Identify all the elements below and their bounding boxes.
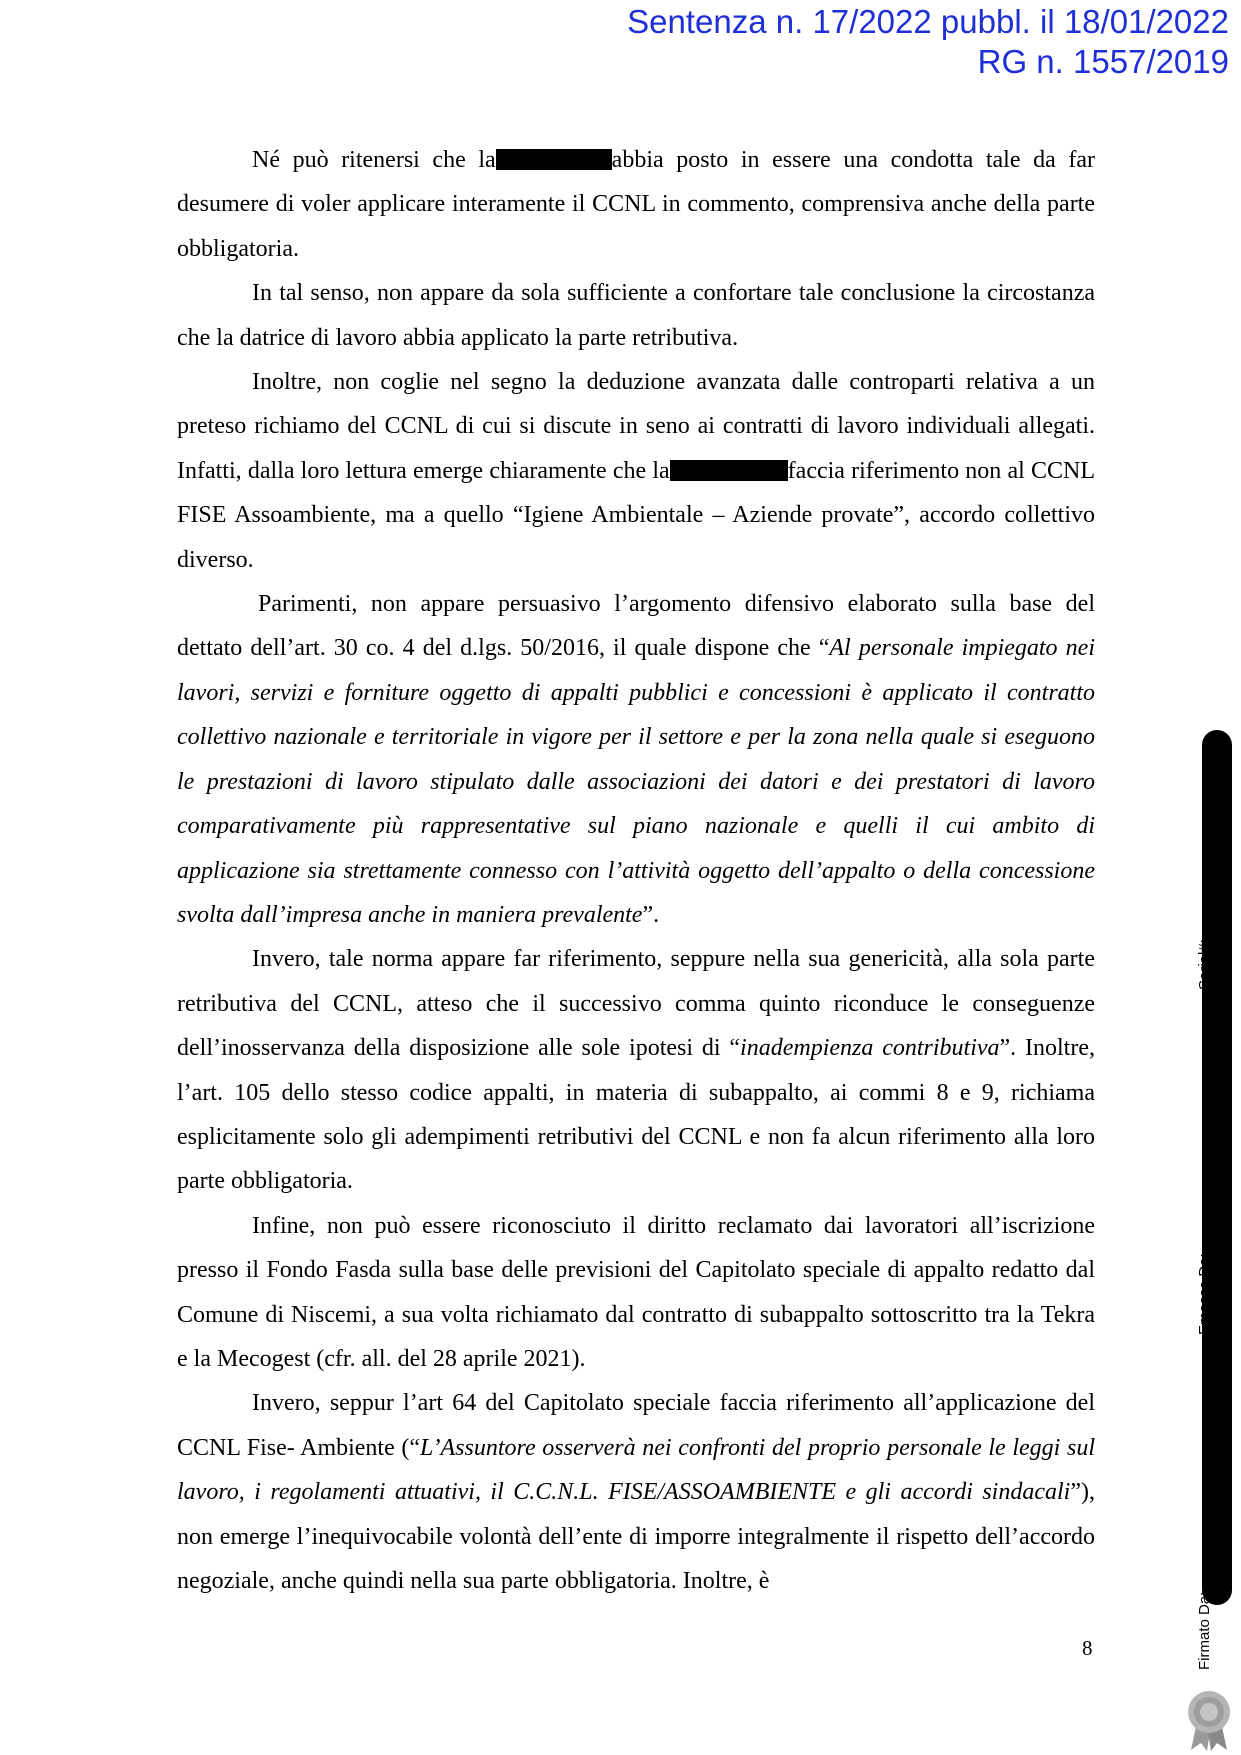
paragraph-2: In tal senso, non appare da sola sufficiente a confortare tale conclusione la circostanza che la datrice di lavoro abbia applicato la parte retributiva. xyxy=(177,280,1095,351)
signature-margin xyxy=(1196,720,1218,1680)
paragraph-3: Inoltre, non coglie nel segno la deduzione avanzata dalle controparti relativa a un preteso richiamo del CCNL di cui si discute in seno ai contratti di lavoro individuali allegati. Infatti, dalla loro lettura emerge chiaramente che la faccia riferimento non al CCNL FISE Assoambiente, ma a quello “Igiene Ambientale – Aziende provate”, accordo collettivo diverso. xyxy=(177,369,1095,573)
sentenza-line: Sentenza n. 17/2022 pubbl. il 18/01/2022 xyxy=(627,3,1229,40)
serial-label: Serial#: xyxy=(1196,939,1213,990)
emesso-label: Emesso Da: xyxy=(1196,1253,1213,1335)
paragraph-7: Invero, seppur l’art 64 del Capitolato speciale faccia riferimento all’applicazione del CCNL Fise- Ambiente (“L’Assuntore osserverà nei confronti del proprio personale le leggi sul lavoro, i regolamenti attuativi, il C.C.N.L. FISE/ASSOAMBIENTE e gli accordi sindacali”), non emerge l’inequivocabile volontà dell’ente di imporre integralmente il rispetto dell’accordo negoziale, anche quindi nella sua parte obbligatoria. Inoltre, è xyxy=(177,1390,1095,1594)
document-body xyxy=(177,138,1095,1603)
seal-icon xyxy=(1183,1688,1235,1752)
rg-line: RG n. 1557/2019 xyxy=(977,43,1229,80)
quoted-term: inadempienza contributiva xyxy=(740,1035,1000,1062)
paragraph-4: Parimenti, non appare persuasivo l’argomento difensivo elaborato sulla base del dettato dell’art. 30 co. 4 del d.lgs. 50/2016, il quale dispone che “Al personale impiegato nei lavori, servizi e forniture oggetto di appalti pubblici e concessioni è applicato il contratto collettivo nazionale e territoriale in vigore per il settore e per la zona nella quale si eseguono le prestazioni di lavoro stipulato dalle associazioni dei datori e dei prestatori di lavoro comparativamente più rappresentative sul piano nazionale e quelli il cui ambito di applicazione sia strettamente connesso con l’attività oggetto dell’appalto o della concessione svolta dall’impresa anche in maniera prevalente”. xyxy=(177,591,1095,928)
firmato-label: Firmato Da: xyxy=(1196,1591,1213,1670)
publication-stamp xyxy=(627,2,1229,82)
quoted-law: Al personale impiegato nei lavori, servizi e forniture oggetto di appalti pubblici e concessioni è applicato il contratto collettivo nazionale e territoriale in vigore per il settore e per la zona nella quale si eseguono le prestazioni di lavoro stipulato dalle associazioni dei datori e dei prestatori di lavoro comparativamente più rappresentative sul piano nazionale e quelli il cui ambito di applicazione sia strettamente connesso con l’attività oggetto dell’appalto o della concessione svolta dall’impresa anche in maniera prevalente xyxy=(177,635,1095,928)
redaction-bar xyxy=(670,460,788,481)
paragraph-5: Invero, tale norma appare far riferimento, seppure nella sua genericità, alla sola parte retributiva del CCNL, atteso che il successivo comma quinto riconduce le conseguenze dell’inosservanza della disposizione alle sole ipotesi di “inadempienza contributiva”. Inoltre, l’art. 105 dello stesso codice appalti, in materia di subappalto, ai commi 8 e 9, richiama esplicitamente solo gli adempimenti retributivi del CCNL e non fa alcun riferimento alla loro parte obbligatoria. xyxy=(177,946,1095,1195)
paragraph-1: Né può ritenersi che la abbia posto in essere una condotta tale da far desumere di voler applicare interamente il CCNL in commento, comprensiva anche della parte obbligatoria. xyxy=(177,147,1096,262)
paragraph-6: Infine, non può essere riconosciuto il diritto reclamato dai lavoratori all’iscrizione presso il Fondo Fasda sulla base delle previsioni del Capitolato speciale di appalto redatto dal Comune di Niscemi, a sua volta richiamato dal contratto di subappalto sottoscritto tra la Tekra e la Mecogest (cfr. all. del 28 aprile 2021). xyxy=(177,1212,1095,1372)
redaction-bar xyxy=(496,149,612,170)
page-number: 8 xyxy=(1082,1636,1093,1660)
quoted-capitolato: L’Assuntore osserverà nei confronti del proprio personale le leggi sul lavoro, i regolamenti attuativi, il C.C.N.L. FISE/ASSOAMBIENTE e gli accordi sindacali xyxy=(177,1434,1095,1506)
